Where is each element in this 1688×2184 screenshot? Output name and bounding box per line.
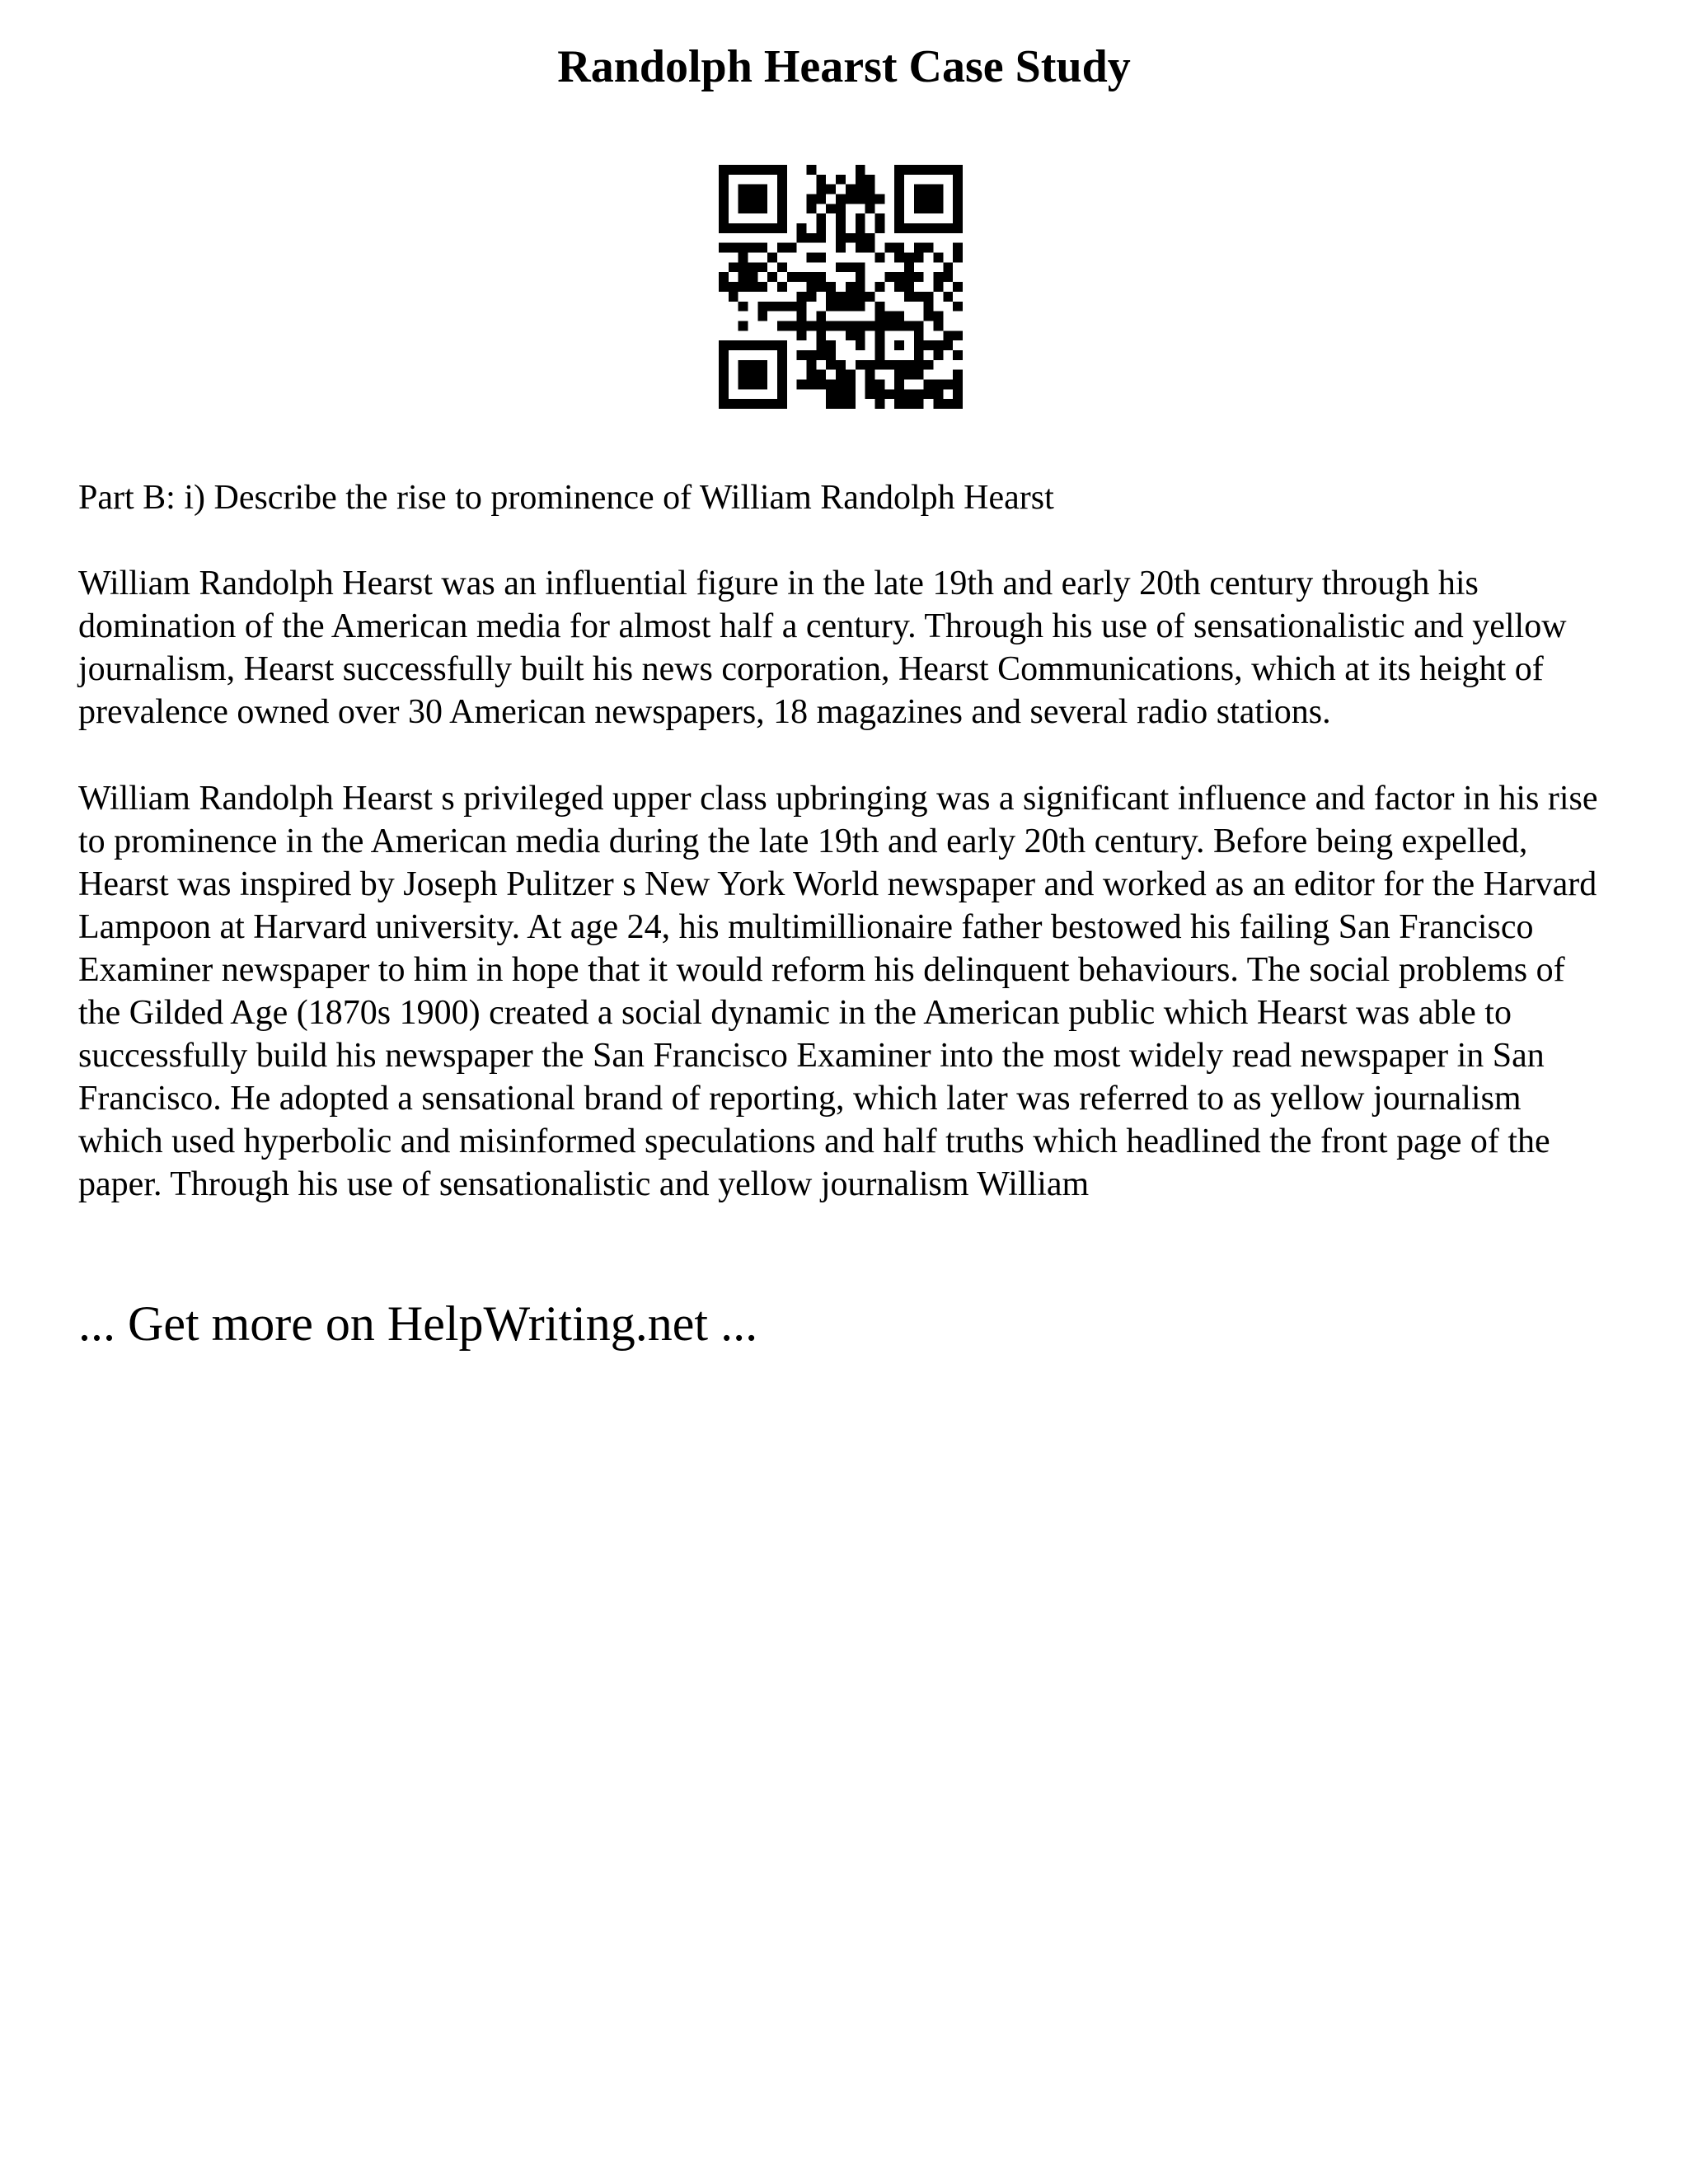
paragraph-intro: William Randolph Hearst was an influential figure in the late 19th and early 20th century through his domination of the American media for almost half a century. Through his use of sensationalistic and yellow journalism, Hearst successfully built his news corporation, Hearst Communications, which at its height of prevalence owned over 30 American newspapers, 18 magazines and several radio stations. [78,565,1567,731]
paragraph-body: William Randolph Hearst s privileged upper class upbringing was a significant influence and factor in his rise to prominence in the American media during the late 19th and early 20th century. Before being expelled, Hearst was inspired by Joseph Pulitzer s New York World newspaper and worked as an editor for the Harvard Lampoon at Harvard university. At age 24, his multimillionaire father bestowed his failing San Francisco Examiner newspaper to him in hope that it would reform his delinquent behaviours. The social problems of the Gilded Age (1870s 1900) created a social dynamic in the American public which Hearst was able to successfully build his newspaper the San Francisco Examiner into the most widely read newspaper in San Francisco. He adopted a sensational brand of reporting, which later was referred to as yellow journalism which used hyperbolic and misinformed speculations and half truths which headlined the front page of the paper. Through his use of sensationalistic and yellow journalism William [78,780,1598,1203]
get-more-link[interactable]: ... Get more on HelpWriting.net ... [78,1296,758,1351]
qr-code-icon [719,165,963,409]
page-title: Randolph Hearst Case Study [557,41,1131,92]
question-heading: Part B: i) Describe the rise to prominence of William Randolph Hearst [78,479,1054,517]
